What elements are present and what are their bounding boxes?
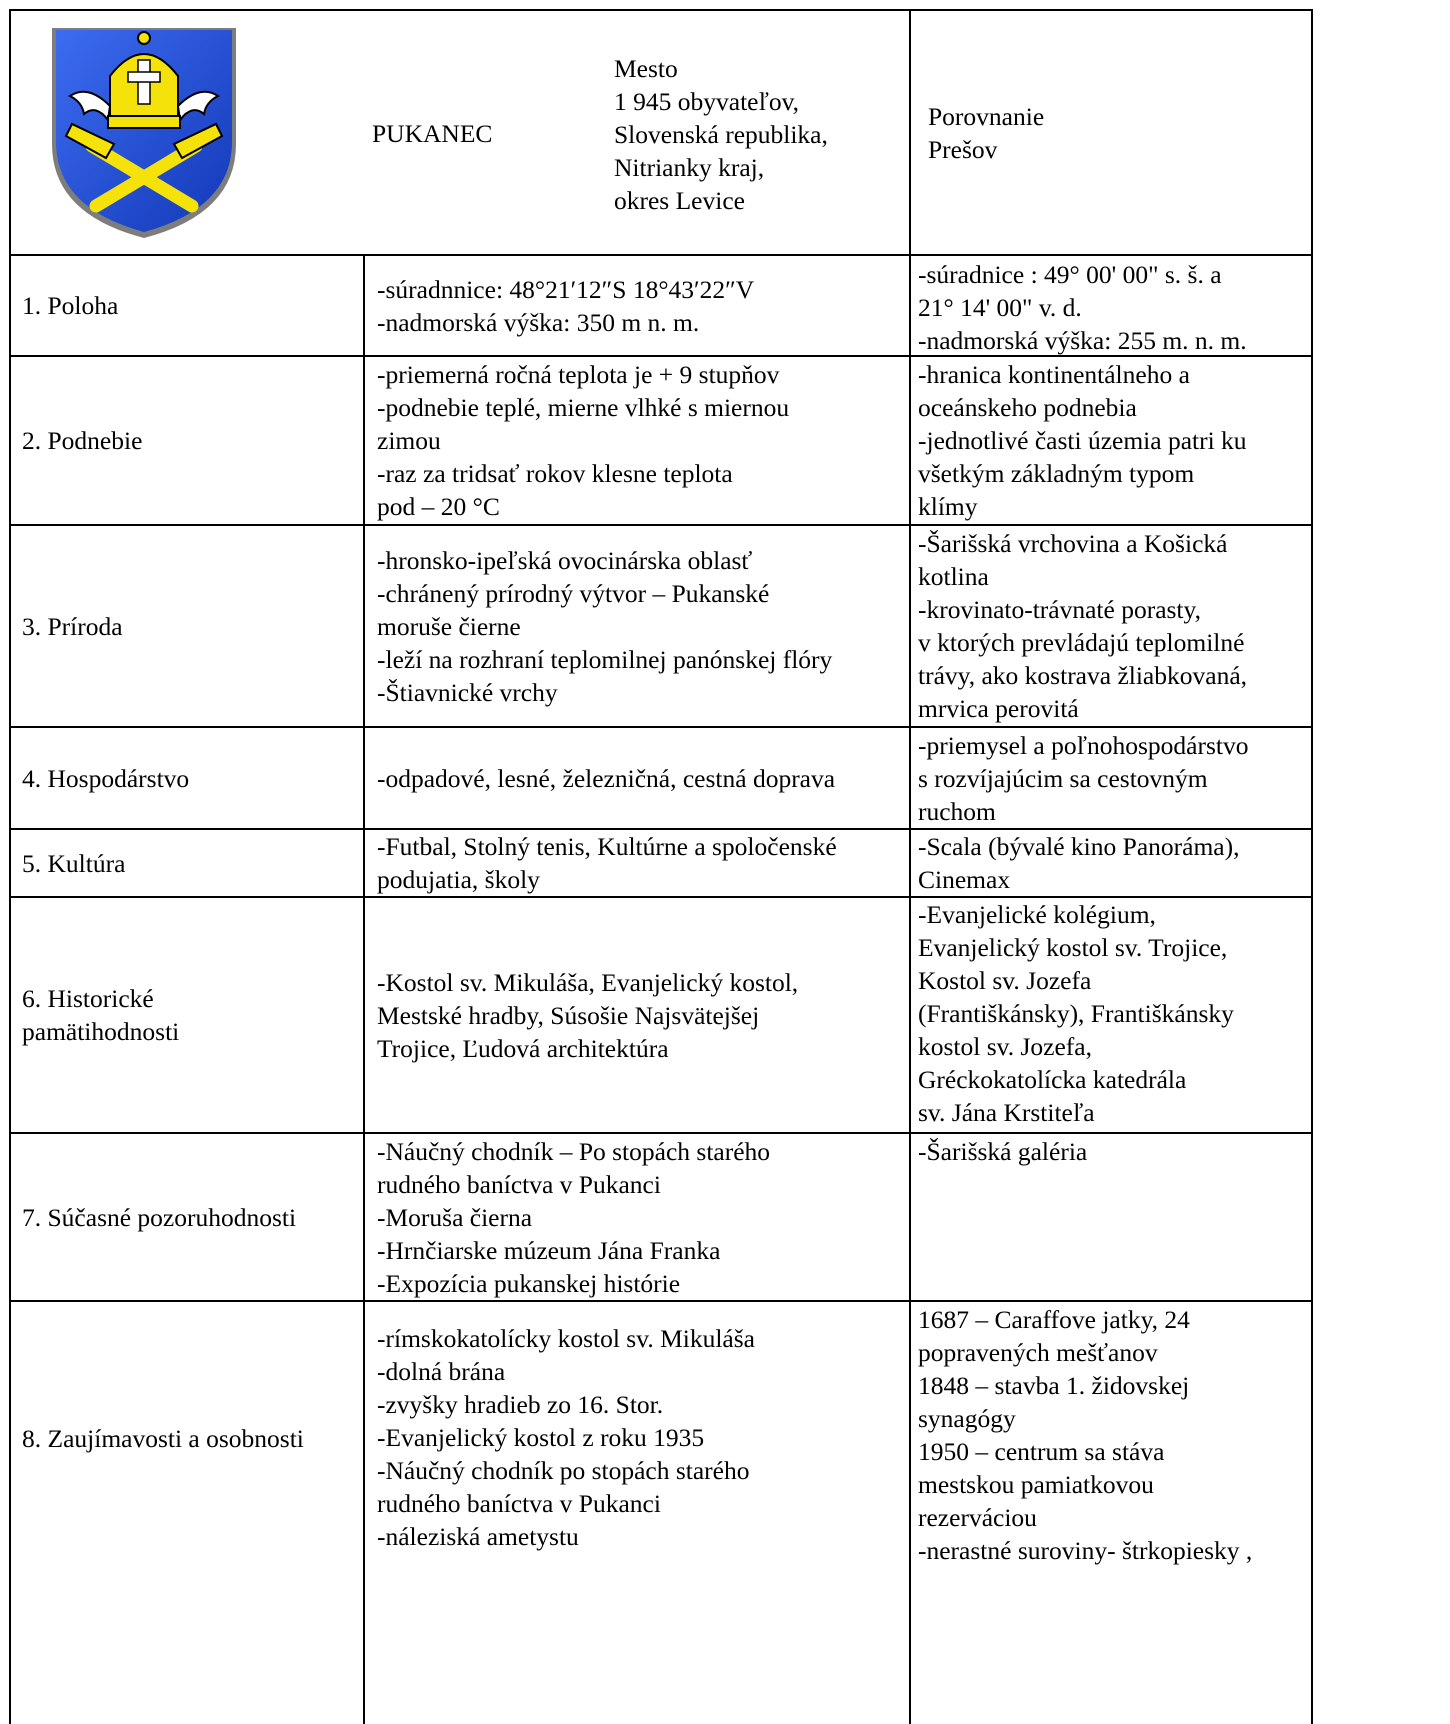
cell-line: 21° 14' 00" v. d. [918, 293, 1082, 322]
pukanec-cell [377, 256, 754, 355]
cell-line: moruše čierne [377, 611, 521, 641]
cell-line: -Futbal, Stolný tenis, Kultúrne a spoločenské [377, 832, 837, 861]
comparison-header-line: Prešov [928, 135, 998, 164]
comparison-header-line: Porovnanie [928, 102, 1045, 131]
row-label-text: 4. Hospodárstvo [22, 763, 190, 793]
cell-line: Kostol sv. Jozefa [918, 966, 1092, 995]
cell-line: (Františkánsky), Františkánsky [918, 999, 1234, 1028]
row-label-text: 7. Súčasné pozoruhodnosti [22, 1202, 297, 1232]
cell-line: sv. Jána Krstiteľa [918, 1098, 1095, 1127]
cell-line: trávy, ako kostrava žliabkovaná, [918, 661, 1248, 690]
cell-line: 1848 – stavba 1. židovskej [918, 1371, 1190, 1400]
city-info-line: Mesto [614, 54, 678, 83]
presov-cell [918, 258, 1247, 357]
cell-line: -podnebie teplé, mierne vlhké s miernou [377, 393, 790, 422]
cell-line: -Expozícia pukanskej histórie [377, 1269, 681, 1298]
cell-line: rezerváciou [918, 1503, 1037, 1532]
pukanec-cell [377, 358, 789, 523]
row-label [22, 898, 179, 1132]
cell-line: -Náučný chodník – Po stopách starého [377, 1137, 771, 1166]
cell-line: zimou [377, 426, 441, 455]
cell-line: Evanjelický kostol sv. Trojice, [918, 933, 1228, 962]
cell-line: -jednotlivé časti územia patri ku [918, 426, 1247, 455]
cell-line: -chránený prírodný výtvor – Pukanské [377, 578, 770, 608]
cell-line: kotlina [918, 562, 989, 591]
city-info-line: okres Levice [614, 186, 745, 215]
city-info-line: 1 945 obyvateľov, [614, 87, 800, 116]
pukanec-cell [377, 728, 835, 828]
presov-cell [918, 729, 1248, 828]
presov-cell [918, 358, 1247, 523]
coat-of-arms [48, 24, 240, 242]
cell-line: s rozvíjajúcim sa cestovným [918, 764, 1208, 793]
row-label-text: 5. Kultúra [22, 848, 126, 878]
cell-line: -náleziská ametystu [377, 1522, 579, 1551]
cell-line: -Hrnčiarske múzeum Jána Franka [377, 1236, 721, 1265]
presov-cell [918, 1303, 1252, 1567]
row-label-text: 2. Podnebie [22, 426, 143, 455]
cell-line: rudného baníctva v Pukanci [377, 1489, 661, 1518]
comparison-header [928, 100, 1044, 166]
cell-line: -nadmorská výška: 350 m n. m. [377, 307, 700, 337]
cell-line: -hronsko-ipeľská ovocinárska oblasť [377, 545, 753, 575]
cell-line: -nerastné suroviny- štrkopiesky , [918, 1536, 1253, 1565]
cell-line: -Štiavnické vrchy [377, 677, 558, 707]
cell-line: Mestské hradby, Súsošie Najsvätejšej [377, 1000, 760, 1030]
row-label [22, 1134, 296, 1300]
row-label [22, 526, 123, 726]
cell-line: oceánskeho podnebia [918, 393, 1137, 422]
row-label-text: pamätihodnosti [22, 1017, 180, 1046]
row-label-text: 3. Príroda [22, 611, 123, 641]
cell-line: klímy [918, 492, 978, 521]
cell-line: mestskou pamiatkovou [918, 1470, 1154, 1499]
cell-line: 1950 – centrum sa stáva [918, 1437, 1165, 1466]
table-border-left [9, 9, 11, 1724]
row-label-text: 1. Poloha [22, 291, 119, 320]
row-label [22, 830, 125, 896]
row-divider [9, 1300, 1313, 1302]
column-divider-2 [909, 9, 911, 1724]
cell-line: Cinemax [918, 865, 1011, 894]
column-divider-1 [363, 254, 365, 1724]
presov-cell [918, 1135, 1087, 1168]
cell-line: ruchom [918, 797, 996, 826]
table-border-right [1311, 9, 1313, 1724]
pukanec-cell [377, 526, 832, 726]
cell-line: -hranica kontinentálneho a [918, 360, 1190, 389]
cell-line: pod – 20 °C [377, 492, 500, 521]
cell-line: -raz za tridsať rokov klesne teplota [377, 459, 733, 488]
row-label-text: 6. Historické [22, 984, 154, 1013]
cell-line: kostol sv. Jozefa, [918, 1032, 1092, 1061]
cell-line: -Kostol sv. Mikuláša, Evanjelický kostol, [377, 967, 799, 997]
cell-line: rudného baníctva v Pukanci [377, 1170, 661, 1199]
cell-line: -Náučný chodník po stopách starého [377, 1456, 750, 1485]
cell-line: -Evanjelické kolégium, [918, 900, 1156, 929]
cell-line: -rímskokatolícky kostol sv. Mikuláša [377, 1324, 755, 1353]
city-name [372, 100, 492, 166]
row-label [22, 357, 142, 524]
presov-cell [918, 830, 1239, 896]
cell-line: -zvyšky hradieb zo 16. Stor. [377, 1390, 664, 1419]
pukanec-cell [377, 898, 798, 1132]
cell-line: -leží na rozhraní teplomilnej panónskej flóry [377, 644, 833, 674]
pukanec-cell [377, 830, 837, 896]
city-name-text: PUKANEC [372, 118, 493, 148]
row-label [22, 256, 118, 355]
presov-cell [918, 527, 1247, 725]
presov-cell [918, 898, 1234, 1129]
cell-line: synagógy [918, 1404, 1016, 1433]
cell-line: -Moruša čierna [377, 1203, 533, 1232]
cell-line: -odpadové, lesné, železničná, cestná doprava [377, 763, 836, 793]
table-border-top [9, 9, 1313, 11]
cell-line: mrvica perovitá [918, 694, 1079, 723]
cell-line: -Šarišská vrchovina a Košická [918, 529, 1228, 558]
cell-line: -krovinato-trávnaté porasty, [918, 595, 1201, 624]
cell-line: -Šarišská galéria [918, 1137, 1088, 1166]
row-label-text: 8. Zaujímavosti a osobnosti [22, 1424, 304, 1453]
city-info [614, 52, 828, 217]
cell-line: -súradnice : 49° 00' 00" s. š. a [918, 260, 1222, 289]
cell-line: -dolná brána [377, 1357, 506, 1386]
cell-line: Gréckokatolícka katedrála [918, 1065, 1187, 1094]
cell-line: popravených mešťanov [918, 1338, 1158, 1367]
cell-line: -nadmorská výška: 255 m. n. m. [918, 326, 1247, 355]
cell-line: -súradnnice: 48°21′12″S 18°43′22″V [377, 274, 755, 304]
cell-line: -priemysel a poľnohospodárstvo [918, 731, 1249, 760]
cell-line: podujatia, školy [377, 865, 540, 894]
cell-line: -priemerná ročná teplota je + 9 stupňov [377, 360, 780, 389]
cell-line: -Scala (bývalé kino Panoráma), [918, 832, 1240, 861]
row-label [22, 728, 189, 828]
row-label [22, 1422, 304, 1455]
pukanec-cell [377, 1135, 770, 1300]
cell-line: v ktorých prevládajú teplomilné [918, 628, 1245, 657]
city-info-line: Nitrianky kraj, [614, 153, 765, 182]
cell-line: 1687 – Caraffove jatky, 24 [918, 1305, 1190, 1334]
cell-line: Trojice, Ľudová architektúra [377, 1033, 669, 1063]
pukanec-cell [377, 1322, 755, 1553]
cell-line: -Evanjelický kostol z roku 1935 [377, 1423, 705, 1452]
cell-line: všetkým základným typom [918, 459, 1195, 488]
city-info-line: Slovenská republika, [614, 120, 828, 149]
